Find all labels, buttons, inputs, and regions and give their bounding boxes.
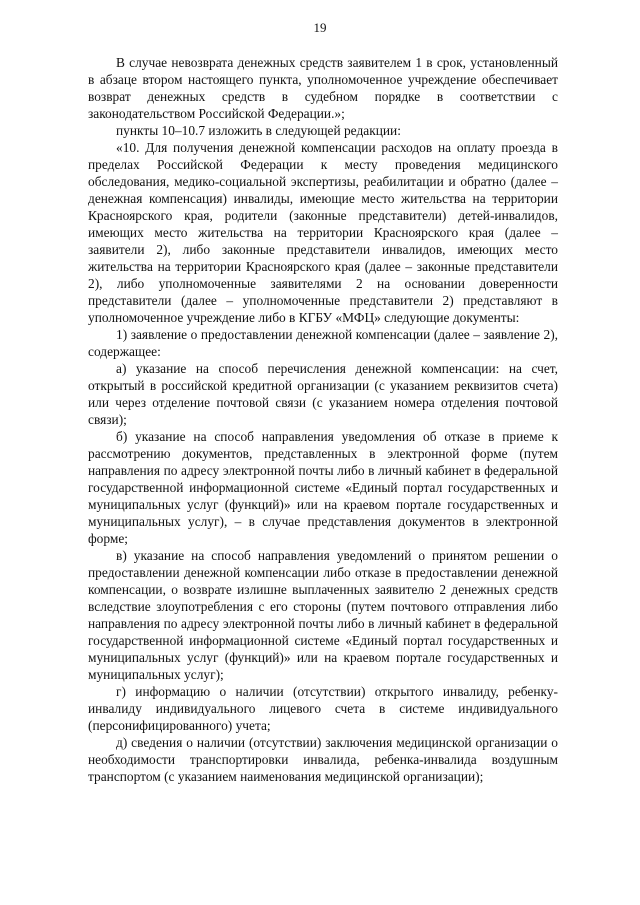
paragraph: «10. Для получения денежной компенсации расходов на оплату проезда в пределах Российской Федерации к месту проведения медицинского обследования, медико-социальной экспертизы, реабилитации и обратно (далее – денежная компенсация) инвалиды, имеющие место жительства на территории Красноярского края, родители (законные представители) детей-инвалидов, имеющих место жительства на территории Красноярского края (далее – заявители 2), либо законные представители инвалидов, имеющих место жительства на территории Красноярского края (далее – законные представители 2), либо уполномоченные заявителями 2 на основании доверенности представители (далее – уполномоченные представители 2) представляют в уполномоченное учреждение либо в КГБУ «МФЦ» следующие документы: [88,140,558,325]
paragraph: 1) заявление о предоставлении денежной компенсации (далее – заявление 2), содержащее: [88,327,558,359]
paragraph: В случае невозврата денежных средств заявителем 1 в срок, установленный в абзаце втором настоящего пункта, уполномоченное учреждение обеспечивает возврат денежных средств в судебном порядке в соответствии с законодательством Российской Федерации.»; [88,55,558,121]
paragraph: пункты 10–10.7 изложить в следующей редакции: [116,123,401,138]
page-number: 19 [313,20,327,35]
paragraph: г) информацию о наличии (отсутствии) открытого инвалиду, ребенку-инвалиду индивидуального лицевого счета в системе индивидуального (персонифицированного) учета; [88,684,558,733]
paragraph: а) указание на способ перечисления денежной компенсации: на счет, открытый в российской кредитной организации (с указанием реквизитов счета) или через отделение почтовой связи (с указанием номера отделения почтовой связи); [88,361,558,427]
paragraph: д) сведения о наличии (отсутствии) заключения медицинской организации о необходимости транспортировки инвалида, ребенка-инвалида воздушным транспортом (с указанием наименования медицинской организации); [88,735,558,784]
paragraph: б) указание на способ направления уведомления об отказе в приеме к рассмотрению документов, представленных в электронной форме (путем направления по адресу электронной почты либо в личный кабинет в федеральной государственной информационной системе «Единый портал государственных и муниципальных услуг (функций)» или на краевом портале государственных и муниципальных услуг), – в случае представления документов в электронной форме; [88,429,558,546]
document-body [88,54,558,785]
paragraph: в) указание на способ направления уведомлений о принятом решении о предоставлении денежной компенсации либо отказе в предоставлении денежной компенсации, о возврате излишне выплаченных заявителю 2 денежных средств вследствие злоупотребления с его стороны (путем почтового отправления либо направления по адресу электронной почты либо в личный кабинет в федеральной государственной информационной системе «Единый портал государственных и муниципальных услуг (функций)» или на краевом портале государственных и муниципальных услуг); [88,548,558,682]
